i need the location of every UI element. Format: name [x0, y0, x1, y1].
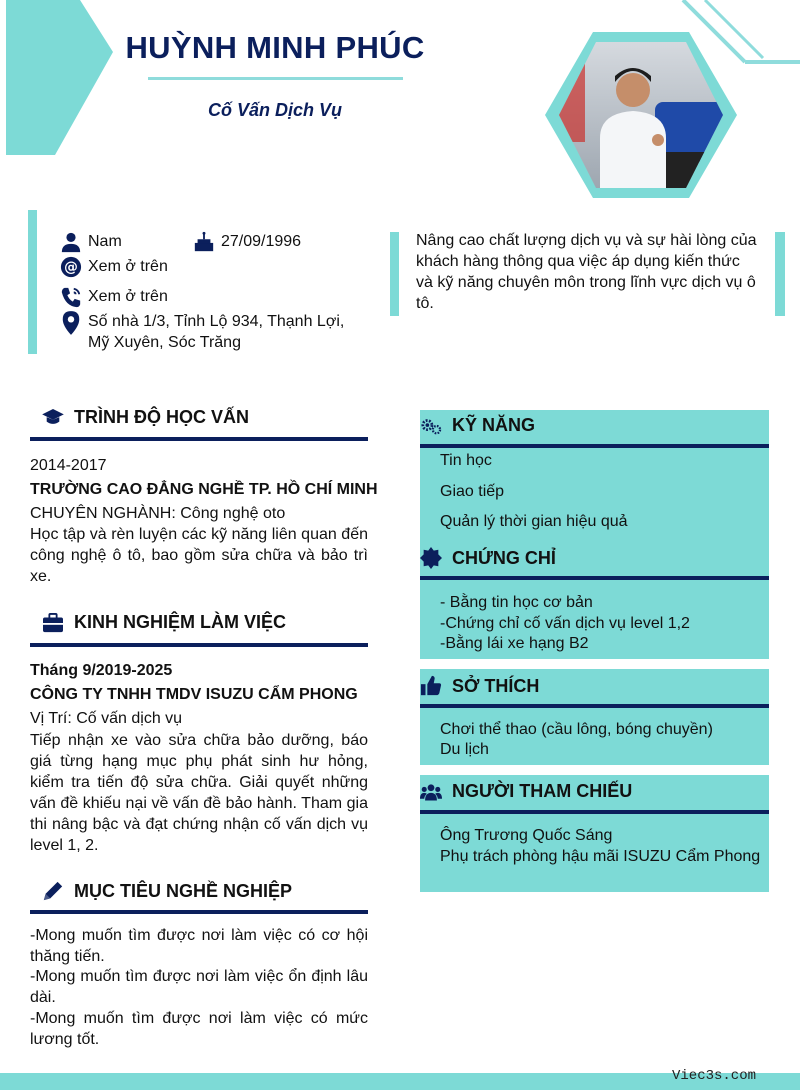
hobbies-divider: [420, 704, 769, 708]
summary-text: Nâng cao chất lượng dịch vụ và sự hài lòng của khách hàng thông qua việc áp dụng kiến thức và kỹ năng chuyên môn trong lĩnh vực dịch vụ ô tô.: [416, 232, 757, 312]
experience-description: Tiếp nhận xe vào sửa chữa bảo dưỡng, báo giá từng hạng mục phụ phát sinh hư hỏng, kiểm tra tiến độ sửa chữa. Giải quyết những vấn đề khiếu nại về vấn đề bảo hành. Tham gia thi nâng bậc và đạt chứng nhận cố vấn dịch vụ level 1, 2.: [30, 732, 368, 854]
skills-heading: [420, 415, 535, 436]
experience-heading-text: KINH NGHIỆM LÀM VIỆC: [74, 612, 287, 632]
briefcase-icon: [42, 613, 64, 633]
education-description: Học tập và rèn luyện các kỹ năng liên quan đến công nghệ ô tô, bao gồm sửa chữa và bảo trì xe.: [30, 526, 368, 585]
gender-row: [60, 231, 122, 253]
thumbs-up-icon: [420, 675, 442, 697]
person-icon: [60, 231, 82, 253]
address-row: [60, 311, 360, 353]
objective-item-2: -Mong muốn tìm được nơi làm việc ổn định lâu dài.: [30, 968, 368, 1006]
experience-divider: [30, 643, 368, 647]
gender-value: Nam: [88, 233, 122, 250]
phone-icon: [60, 286, 82, 308]
certificate-item: -Bằng lái xe hạng B2: [440, 635, 589, 652]
education-heading-text: TRÌNH ĐỘ HỌC VẤN: [74, 407, 249, 427]
name-underline: [148, 77, 403, 80]
experience-position: Vị Trí: Cố vấn dịch vụ: [30, 710, 183, 727]
badge-icon: [420, 547, 442, 569]
education-heading: [42, 407, 249, 428]
experience-period: Tháng 9/2019-2025: [30, 662, 173, 679]
address-line-2: Mỹ Xuyên, Sóc Trăng: [88, 334, 241, 351]
reference-role: Phụ trách phòng hậu mãi ISUZU Cẩm Phong: [440, 848, 761, 865]
decorative-shape: [0, 0, 115, 160]
people-icon: [420, 782, 442, 802]
objectives-divider: [30, 910, 368, 914]
phone-row: [60, 286, 168, 308]
hobby-item: Du lịch: [440, 741, 489, 758]
skills-heading-text: KỸ NĂNG: [452, 415, 536, 435]
skills-divider: [420, 444, 769, 448]
candidate-name: HUỲNH MINH PHÚC: [125, 30, 425, 65]
hobby-item: Chơi thể thao (cầu lông, bóng chuyền): [440, 721, 713, 738]
skill-item: Quản lý thời gian hiệu quả: [440, 513, 628, 530]
references-divider: [420, 810, 769, 814]
hobbies-heading-text: SỞ THÍCH: [452, 675, 540, 696]
certificates-divider: [420, 576, 769, 580]
location-pin-icon: [60, 311, 82, 335]
certificates-heading-text: CHỨNG CHỈ: [452, 547, 556, 568]
graduation-cap-icon: [42, 409, 64, 427]
summary-accent-bar-left: [390, 232, 399, 316]
objective-item-1: -Mong muốn tìm được nơi làm việc có cơ hội thăng tiến.: [30, 927, 368, 965]
objective-item-3: -Mong muốn tìm được nơi làm việc có mức lương tốt.: [30, 1010, 368, 1048]
education-major: CHUYÊN NGHÀNH: Công nghệ oto: [30, 505, 286, 522]
gears-icon: [420, 416, 442, 436]
svg-text:@: @: [64, 259, 78, 276]
birthdate-value: 27/09/1996: [221, 233, 302, 250]
summary-accent-bar-right: [775, 232, 785, 316]
hobbies-heading: [420, 675, 539, 697]
email-value[interactable]: Xem ở trên: [88, 258, 168, 275]
skill-item: Giao tiếp: [440, 483, 505, 500]
birthdate-row: [193, 231, 301, 253]
email-row: [60, 256, 168, 278]
education-period: 2014-2017: [30, 457, 107, 474]
certificate-item: - Bằng tin học cơ bản: [440, 594, 593, 611]
job-title: Cố Vấn Dịch Vụ: [207, 100, 342, 120]
birthday-cake-icon: [193, 231, 215, 253]
phone-value[interactable]: Xem ở trên: [88, 288, 168, 305]
objectives-heading: [42, 880, 292, 902]
reference-name: Ông Trương Quốc Sáng: [440, 827, 613, 844]
info-accent-bar: [28, 210, 37, 354]
email-at-icon: [60, 256, 82, 278]
watermark-text: Viec3s.com: [672, 1068, 757, 1084]
references-heading-text: NGƯỜI THAM CHIẾU: [452, 781, 633, 801]
experience-company: CÔNG TY TNHH TMDV ISUZU CẨM PHONG: [30, 686, 358, 703]
experience-heading: [42, 612, 286, 633]
address-line-1: Số nhà 1/3, Tỉnh Lộ 934, Thạnh Lợi,: [88, 313, 345, 330]
profile-photo: [545, 32, 737, 198]
education-divider: [30, 437, 368, 441]
references-heading: [420, 781, 632, 802]
skill-item: Tin học: [440, 452, 492, 469]
certificates-heading: [420, 547, 556, 569]
certificate-item: -Chứng chỉ cố vấn dịch vụ level 1,2: [440, 615, 690, 632]
objectives-heading-text: MỤC TIÊU NGHỀ NGHIỆP: [74, 880, 293, 901]
pencil-icon: [42, 880, 64, 902]
education-school: TRƯỜNG CAO ĐẲNG NGHỀ TP. HỒ CHÍ MINH: [30, 481, 378, 498]
